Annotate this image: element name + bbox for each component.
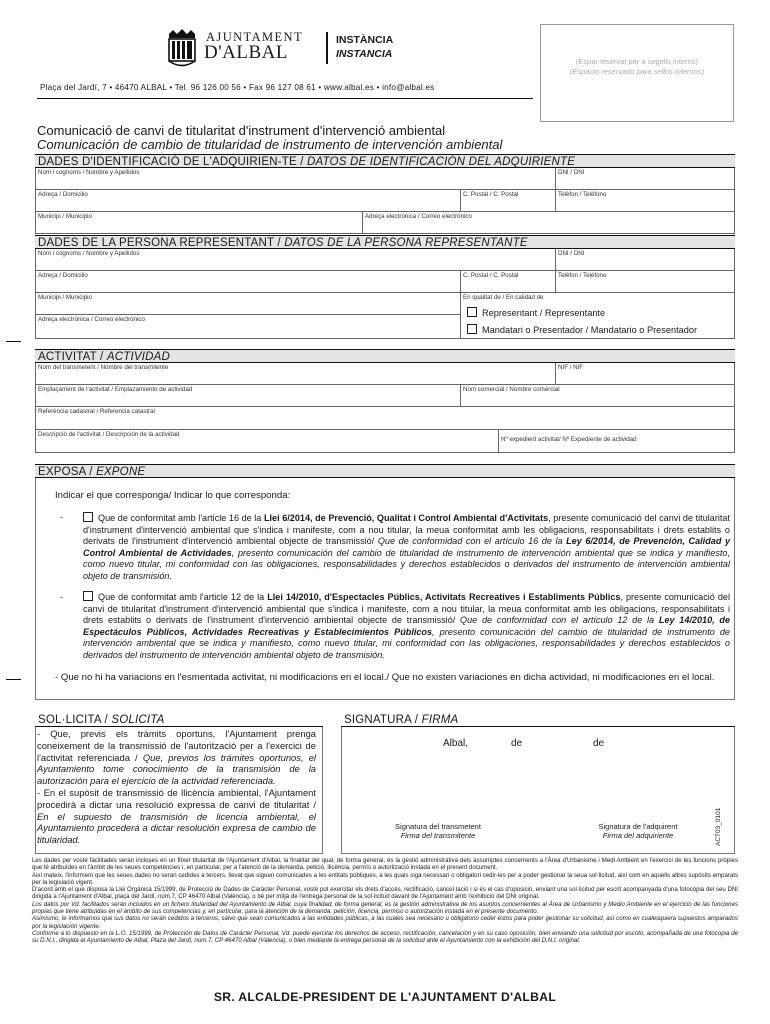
dash-bullet: - xyxy=(60,592,64,602)
law-name-es: Ley 6/2014, de Prevención, Calidad y Control Ambiental de Actividades xyxy=(83,536,730,558)
adquirent-address-field[interactable] xyxy=(36,190,461,212)
field-label: Referència cadastral / Referencia catastral xyxy=(38,408,155,415)
law-name-es: Ley 14/2010, de Espectáculos Públicos, Actividades Recreativas y Establecimientos Públicos xyxy=(83,615,731,637)
section-solicita-header xyxy=(35,713,323,727)
cadastral-ref-field[interactable] xyxy=(36,407,734,430)
fold-mark xyxy=(6,679,21,680)
municipal-address: Plaça del Jardí, 7 • 46470 ALBAL • Tel. 96 126 00 56 • Fax 96 127 08 61 • www.albal.es • info@albal.es xyxy=(40,83,435,92)
fold-mark xyxy=(6,341,21,342)
representant-fields xyxy=(35,249,735,339)
transmetent-signature-area[interactable] xyxy=(360,822,516,840)
activitat-fields xyxy=(35,363,735,453)
adquirent-dni-field[interactable] xyxy=(556,168,734,190)
field-label: Municipi / Municipio xyxy=(38,213,92,220)
field-label: Nom i cognoms / Nombre y Apellidos xyxy=(38,169,140,176)
field-label: Nº expedient activitat/ Nº Expediente de actividad xyxy=(501,436,637,443)
field-label: Nom comercial / Nombre comercial xyxy=(463,386,560,393)
law-name: Llei 6/2014, de Prevenció, Qualitat i Control Ambiental d'Activitats xyxy=(263,513,549,523)
sig-label-es: Firma del transmitente xyxy=(400,831,476,840)
adquirent-postal-field[interactable] xyxy=(461,190,556,212)
checkbox-llei-6-2014[interactable] xyxy=(83,512,93,522)
representant-capacity-field xyxy=(461,293,734,339)
section-title-es: FIRMA xyxy=(421,714,459,726)
representant-name-field[interactable] xyxy=(36,249,556,271)
representant-dni-field[interactable] xyxy=(556,249,734,271)
law-name: Llei 14/2010, d'Espectacles Públics, Activitats Recreatives i Establiments Públics xyxy=(267,592,621,602)
exposa-intro: Indicar el que corresponga/ Indicar lo que corresponda: xyxy=(55,490,291,501)
option-label: Mandatari o Presentador / Mandatario o Presentador xyxy=(482,325,698,335)
item-text: , presente comunicació del canvi de titularitat d'instrument d'intervenció ambiental que s'indica i manifeste, com a nou titular, la meua conformitat amb les obligacions, responsabilitats i drets establits o derivats de l'instrument d'intervenció ambiental objecte de transmissió/ xyxy=(83,513,730,547)
section-title-ca: ACTIVITAT / xyxy=(38,351,107,363)
section-activitat-header xyxy=(35,349,735,363)
exposa-no-variations-note: - Que no hi ha variacions en l'esmentada activitat, ni modificacions en el local./ Que no existen variaciones en dicha actividad, ni modificaciones en el local. xyxy=(55,672,715,683)
activity-file-number-field[interactable] xyxy=(499,430,734,453)
activity-description-field[interactable] xyxy=(36,430,499,453)
solicita-p2-ca: - En el supòsit de transmissió de llicència ambiental, l'Ajuntament procedirà a dictar una resolució expressa de canvi de titularitat / xyxy=(37,786,316,810)
addressee-footer: SR. ALCALDE-PRESIDENT DE L'AJUNTAMENT D'ALBAL xyxy=(213,990,557,1004)
solicita-text xyxy=(37,728,316,846)
field-label: Telèfon / Teléfono xyxy=(558,272,607,279)
activity-location-field[interactable] xyxy=(36,385,461,407)
legal-ca-2: Així mateix, l'informem que les seues dades no seran cedides a tercers, llevat que siguen comunicades a les entitats públiques, a les quals siga necessari o obligatori cedir-les per a poder gestionar la seua sol·licitud, així com en aquells altres supòsits emparats per la legislació vigent. xyxy=(32,871,738,886)
checkbox-llei-14-2010[interactable] xyxy=(83,591,93,601)
trade-name-field[interactable] xyxy=(461,385,734,407)
field-label: Adreça / Domicilio xyxy=(38,272,88,279)
exposa-option-llei-6-2014[interactable] xyxy=(83,512,730,583)
field-label: Adreça / Domicilio xyxy=(38,191,88,198)
checkbox-representant[interactable] xyxy=(467,307,477,317)
dash-bullet: - xyxy=(60,512,64,522)
representant-address-field[interactable] xyxy=(36,271,461,293)
adquirent-municipality-field[interactable] xyxy=(36,212,363,234)
form-title-es: Comunicación de cambio de titularidad de instrumento de intervención ambiental xyxy=(37,137,503,152)
item-text: Que de conformitat amb l'article 16 de la xyxy=(98,513,264,523)
solicita-p1-es: Que, previos los trámites oportunos, el Ayuntamiento tome conocimiento de la transmisión de la autorización para el ejercicio de la actividad referenciada. xyxy=(37,751,316,787)
section-title-es: EXPONE xyxy=(96,466,146,478)
representant-municipality-field[interactable] xyxy=(36,293,461,315)
adquirent-email-field[interactable] xyxy=(363,212,734,234)
option-label: Representant / Representante xyxy=(482,308,606,318)
instancia-label-ca: INSTÀNCIA xyxy=(336,34,394,46)
adquirent-signature-area[interactable] xyxy=(560,822,716,840)
field-label: Nom i cognoms / Nombre y Apellidos xyxy=(38,250,140,257)
section-title-es: SOLICITA xyxy=(111,714,165,726)
adquirent-fields xyxy=(35,168,735,234)
section-exposa-header xyxy=(35,464,735,478)
section-title-es: DATOS DE LA PERSONA REPRESENTANTE xyxy=(284,237,528,249)
item-text-es: , presento comunicación del cambio de titularidad de instrumento de intervención ambiental que se indica y manifiesto, como nuevo titular, mi conformidad con las obligaciones, responsabilidades y derechos establecidos o derivados del instrumento de intervención ambiental objeto de transmisión. xyxy=(83,547,730,581)
item-text-es: Que de conformidad con el artículo 12 de la xyxy=(460,615,659,626)
item-text-es: , presento comunicación del cambio de titularidad de instrumento de intervención ambiental que se indica y manifiesto, como nuevo titular, mi conformidad con las obligaciones, responsabilidades y derechos establecidos o derivados del instrumento de intervención ambiental objeto de transmisión. xyxy=(83,626,730,660)
instancia-label-es: INSTANCIA xyxy=(336,48,393,60)
section-title-ca: DADES D'IDENTIFICACIÓ DE L'ADQUIRIEN-TE / xyxy=(38,156,308,168)
representant-email-field[interactable] xyxy=(36,315,461,339)
sig-label-es: Firma del adquiriente xyxy=(602,831,674,840)
form-title-ca: Comunicació de canvi de titularitat d'instrument d'intervenció ambiental xyxy=(37,123,446,138)
section-title-ca: SOL·LICITA / xyxy=(38,714,112,726)
section-adquirent-header xyxy=(35,154,735,168)
field-label: DNI / DNI xyxy=(558,250,585,257)
option-mandatari[interactable] xyxy=(467,324,697,335)
field-label: DNI / DNI xyxy=(558,169,585,176)
field-label: C. Postal / C. Postal xyxy=(463,272,519,279)
field-label: Adreça electrònica / Correo electrónico xyxy=(365,213,472,220)
logo-text-line1: AJUNTAMENT xyxy=(206,30,304,44)
section-title-ca: EXPOSA / xyxy=(38,466,97,478)
field-label: Adreça electrònica / Correo electrónico xyxy=(38,316,145,323)
section-title-es: DATOS DE IDENTIFICACIÓN DEL ADQUIRIENTE xyxy=(307,156,576,168)
field-label: Nom del transmetent / Nombre del transmitente xyxy=(38,364,169,371)
legal-ca-1: Les dades per vosté facilitades seran incloses en un fitxer titularitat de l'Ajuntament d'Albal, la finalitat del qual, de forma general, és la gestió administrativa dels assumptes concernents a l'Àrea d'Urbanisme i Medi Ambient en l'exercici de les funcions pròpies que té atribuïdes en l'àmbit de les seues competències i, en particular, per a l'atenció de la demanda, petició, llicència, permís o autorització instada en el present document. xyxy=(32,857,738,872)
item-text-es: Que de conformidad con el artículo 16 de la xyxy=(377,536,567,547)
legal-ca-3: D'acord amb el que disposa la Llei Orgànica 15/1999, de Protecció de Dades de Caràcter Personal, vosté pot exercitar els drets d'accés, rectificació, cancel·lació i si és el cas d'oposició, enviant una sol·licitud per escrit acompanyada d'una fotocòpia del seu DNI dirigida a l'Ajuntament d'Albal, plaça del Jardí, núm.7, CP 46470 Albal (València), o bé per mitjà de l'entrega personal de la sol·licitud davant de l'Ajuntament amb l'exhibició del DNI original. xyxy=(32,886,738,901)
transmetent-name-field[interactable] xyxy=(36,363,556,385)
legal-es-1: Los datos por Vd. facilitados serán incluidos en un fichero titularidad del Ayuntamiento de Albal, cuya finalidad, de forma general, es la gestión administrativa de los asuntos concernientes al Área de Urbanismo y Medio Ambiente en el ejercicio de las funciones propias que tiene atribuidas en el ámbito de sus competencias y, en particular, para la atención de la demanda, petición, licencia, permiso o autorización instada en el presente documento. xyxy=(32,900,738,916)
sig-label-ca: Signatura del transmetent xyxy=(395,822,481,831)
legal-es-3: Conforme a lo dispuesto en la L.O. 15/1999, de Protección de Datos de Carácter Personal, Vd. puede ejercitar los derechos de acceso, rectificación, cancelación y en su caso oposición, bien enviando una solicitud por escrito, acompañada de una fotocopia de su D.N.I., dirigida al Ayuntamiento de Albal, Plaza del Jardí, núm.7, CP 46470 Albal (Valencia), o bien mediante la entrega personal de la solicitud ante el Ayuntamiento con la exhibición del D.N.I. original. xyxy=(32,929,738,945)
logo-text-line2: D'ALBAL xyxy=(204,42,288,63)
header-rule xyxy=(37,98,533,99)
field-label: Descripció de l'activitat / Descripción de la actividad xyxy=(38,431,180,438)
field-label: C. Postal / C. Postal xyxy=(463,191,519,198)
stamp-text-ca: (Espai reservat per a segells interns) xyxy=(575,57,699,66)
representant-postal-field[interactable] xyxy=(461,271,556,293)
sig-label-ca: Signatura de l'adquirent xyxy=(598,822,678,831)
exposa-option-llei-14-2010[interactable] xyxy=(83,591,730,662)
date-de-2: de xyxy=(593,738,605,749)
ajuntament-albal-logo xyxy=(165,28,199,66)
date-de-1: de xyxy=(511,738,523,749)
field-label: En qualitat de / En calidad de xyxy=(463,294,544,301)
section-representant-header xyxy=(35,235,735,249)
signature-place: Albal, xyxy=(443,738,469,749)
header-divider xyxy=(326,32,328,64)
field-label: NIF / NIF xyxy=(558,364,584,371)
transmetent-nif-field[interactable] xyxy=(556,363,734,385)
adquirent-name-field[interactable] xyxy=(36,168,556,190)
field-label: Emplaçament de l'activitat / Emplazamiento de actividad xyxy=(38,386,193,393)
section-signatura-header xyxy=(341,713,735,727)
representant-phone-field[interactable] xyxy=(556,271,734,293)
legal-es-2: Asimismo, le informamos que sus datos no serán cedidos a terceros, salvo que sean comunicados a las entidades públicas, a las cuales sea necesario u obligatorio ceder éstos para poder gestionar su solicitud, así como en cualesquiera supuestos amparados por la legislación vigente. xyxy=(32,915,738,930)
stamp-reserved-box xyxy=(540,24,734,122)
option-representant[interactable] xyxy=(467,307,605,318)
item-text: , presente comunicació del canvi de titularitat d'instrument d'intervenció ambiental que s'indica i manifeste, com a nou titular, la meua conformitat amb les obligacions, responsabilitats i drets establits o derivats de l'instrument d'intervenció ambiental objecte de transmissió/ xyxy=(83,592,730,626)
adquirent-phone-field[interactable] xyxy=(556,190,734,212)
section-title-es: ACTIVIDAD xyxy=(106,351,171,363)
form-code: ACT03_0101 xyxy=(715,807,722,846)
field-label: Telèfon / Teléfono xyxy=(558,191,607,198)
checkbox-mandatari[interactable] xyxy=(467,324,477,334)
solicita-p1-ca: - Que, previs els tràmits oportuns, l'Ajuntament prenga coneixement de la transmissió de l'autorització per a l'exercici de l'activitat referenciada / xyxy=(37,728,316,763)
field-label: Municipi / Municipio xyxy=(38,294,92,301)
item-text: Que de conformitat amb l'article 12 de la xyxy=(98,592,268,602)
section-title-ca: DADES DE LA PERSONA REPRESENTANT / xyxy=(38,237,285,249)
section-title-ca: SIGNATURA / xyxy=(344,714,422,726)
solicita-p2-es: En el supuesto de transmisión de licencia ambiental, el Ayuntamiento procederá a dictar resolución expresa de cambio de titularidad. xyxy=(37,810,316,846)
legal-notice xyxy=(32,857,738,945)
stamp-text-es: (Espacio reservado para sellos internos) xyxy=(569,67,705,76)
